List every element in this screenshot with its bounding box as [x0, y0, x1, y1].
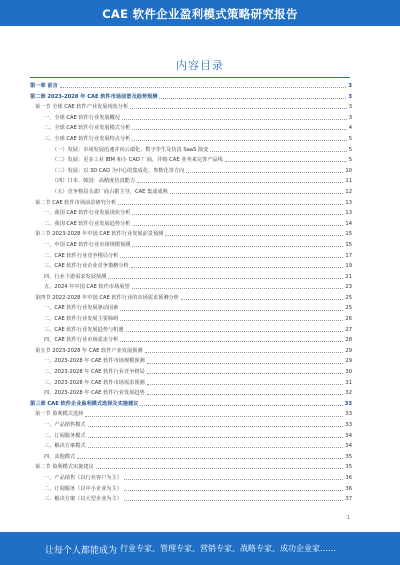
toc-leader-dots [140, 399, 342, 406]
toc-leader-dots [131, 261, 344, 268]
toc-leader-dots [225, 155, 347, 162]
toc-entry-text: （二）发展：更多工业 IBM 和小 CAD 厂商，并购 CAE 业务来完善产品线 [52, 157, 223, 164]
toc-leader-dots [77, 452, 343, 459]
toc-entry-text: 一、产品销售模式 [44, 422, 86, 428]
toc-leader-dots [124, 484, 344, 491]
toc-leader-dots [124, 494, 344, 501]
toc-entry[interactable] [30, 251, 352, 262]
toc-leader-dots [132, 208, 343, 215]
toc-entry[interactable] [30, 102, 352, 113]
toc-entry[interactable] [30, 187, 352, 198]
toc-entry-text: 三、2023-2028 年 CAE 软件市场需求预测 [44, 379, 145, 386]
toc-entry-page: 26 [345, 316, 352, 323]
toc-entry-page: 19 [345, 263, 352, 270]
toc-entry[interactable] [30, 452, 352, 463]
toc-entry-text: 二、全球 CAE 软件行业发展模式分析 [44, 125, 131, 132]
toc-leader-dots [132, 240, 343, 247]
table-of-contents [30, 81, 352, 505]
toc-entry-text: （三）发展：以 3D CAD 为中心的集成化、参数化等方向 [52, 167, 185, 174]
toc-entry-page: 33 [345, 422, 352, 428]
toc-entry-page: 15 [345, 241, 352, 248]
toc-divider [30, 77, 350, 78]
toc-entry[interactable] [30, 473, 352, 484]
toc-entry[interactable] [30, 123, 352, 134]
toc-leader-dots [88, 441, 344, 448]
toc-leader-dots [120, 335, 343, 342]
toc-entry-page: 5 [348, 157, 352, 164]
toc-entry-text: 第一节 盈利模式选择 [35, 411, 84, 418]
toc-leader-dots [126, 325, 344, 332]
footer-slogan: 让每个人都能成为 [45, 546, 118, 556]
toc-leader-dots [108, 272, 343, 279]
toc-entry[interactable] [30, 145, 352, 156]
toc-entry-page: 15 [345, 231, 352, 238]
toc-entry-text: 一、我国 CAE 软件行业发展现状分析 [44, 210, 131, 217]
toc-entry-text: 三、解决方案（以大型企业为主） [44, 496, 122, 503]
toc-leader-dots [210, 145, 346, 152]
toc-entry[interactable] [30, 409, 352, 420]
toc-entry-page: 27 [345, 326, 352, 333]
toc-leader-dots [132, 134, 346, 141]
toc-entry[interactable] [30, 113, 352, 124]
toc-entry-text: 第二节 盈利模式实施建议 [35, 464, 94, 471]
toc-entry-page: 34 [345, 443, 352, 450]
toc-entry-page: 13 [345, 199, 352, 206]
toc-entry-text: 五、2024 年中国 CAE 软件市场展望 [44, 284, 130, 291]
toc-entry-page: 13 [345, 210, 352, 217]
toc-entry[interactable] [30, 303, 352, 314]
toc-entry-page: 33 [345, 411, 352, 418]
toc-leader-dots [147, 378, 344, 385]
toc-entry[interactable] [30, 208, 352, 219]
toc-entry-page: 31 [345, 379, 352, 386]
toc-entry-page: 3 [348, 114, 352, 121]
toc-entry[interactable] [30, 367, 352, 378]
toc-entry-page: 3 [348, 83, 352, 89]
toc-entry-page: 11 [345, 178, 352, 185]
toc-entry[interactable] [30, 198, 352, 209]
toc-entry[interactable] [30, 293, 352, 304]
toc-entry-text: 一、全球 CAE 软件行业发展概况 [44, 114, 120, 121]
report-title: CAE 软件企业盈利模式策略研究报告 [102, 7, 298, 21]
toc-entry-page: 28 [345, 337, 352, 344]
toc-leader-dots [137, 176, 343, 183]
toc-leader-dots [120, 314, 343, 321]
toc-leader-dots [147, 356, 344, 363]
toc-entry[interactable] [30, 134, 352, 145]
toc-entry-text: 四、CAE 软件行业市场需求分析 [44, 337, 119, 344]
toc-leader-dots [132, 123, 346, 130]
toc-leader-dots [118, 198, 343, 205]
toc-leader-dots [165, 229, 343, 236]
toc-entry-text: 二、CAE 软件行业发展主要障碍 [44, 316, 119, 323]
toc-entry-text: 三、CAE 软件行业企业竞争策略分析 [44, 263, 129, 270]
footer-roles: 行业专家、管理专家、营销专家、战略专家、成功企业家…… [120, 544, 336, 553]
toc-entry-page: 5 [348, 135, 352, 142]
toc-entry[interactable] [30, 325, 352, 336]
toc-leader-dots [120, 303, 343, 310]
toc-leader-dots [96, 462, 344, 469]
toc-entry-text: 第一节 全球 CAE 软件产业发展现状分析 [35, 104, 129, 111]
toc-entry-text: 四、行业下游需求发展预测 [44, 273, 107, 280]
toc-leader-dots [147, 388, 344, 395]
toc-title: 内容目录 [176, 59, 224, 72]
toc-entry[interactable] [30, 272, 352, 283]
toc-entry-page: 25 [345, 294, 352, 301]
toc-entry-text: 一、CAE 软件行业发展驱动因素 [44, 305, 119, 312]
toc-entry[interactable] [30, 92, 352, 103]
toc-leader-dots [88, 431, 344, 438]
toc-entry-text: （五）竞争格局头部厂商占据主导，CAE 集成成熟 [52, 188, 168, 195]
toc-entry-text: （四）日本、韩国：高精度仿真能力 [52, 178, 136, 185]
toc-entry[interactable] [30, 441, 352, 452]
toc-entry[interactable] [30, 81, 352, 92]
toc-entry-page: 12 [345, 188, 352, 195]
toc-entry-page: 25 [345, 305, 352, 312]
toc-entry[interactable] [30, 356, 352, 367]
toc-entry[interactable] [30, 399, 352, 410]
toc-leader-dots [122, 113, 347, 120]
toc-entry-page: 29 [345, 347, 352, 354]
toc-entry[interactable] [30, 335, 352, 346]
toc-leader-dots [130, 102, 346, 109]
toc-entry[interactable] [30, 219, 352, 230]
toc-leader-dots [120, 251, 343, 258]
toc-entry-text: 一、中国 CAE 软件行业市场规模预测 [44, 241, 131, 248]
toc-entry-page: 4 [348, 125, 352, 132]
toc-leader-dots [159, 92, 346, 99]
toc-entry-page: 32 [345, 390, 352, 397]
toc-entry-page: 21 [345, 273, 352, 280]
footer-bar [0, 532, 400, 565]
toc-entry[interactable] [30, 314, 352, 325]
toc-entry-text: （一）发展：市场发展迅速并向云端化、数字孪生及仿真 SaaS 演变 [52, 146, 209, 153]
toc-entry-text: 第三节 2023-2028 年中国 CAE 软件行业发展前景预测 [35, 231, 164, 238]
toc-entry-page: 5 [348, 146, 352, 153]
toc-entry-text: 四、其他模式 [44, 453, 76, 460]
toc-entry-text: 二、2023-2028 年 CAE 软件行业竞争格局 [44, 369, 145, 376]
toc-entry[interactable] [30, 420, 352, 431]
toc-leader-dots [60, 81, 347, 88]
toc-entry-text: 三、全球 CAE 软件行业发展特点分析 [44, 135, 131, 142]
toc-entry-text: 一、2023-2028 年 CAE 软件市场规模预测 [44, 358, 145, 365]
toc-entry-text: 第二节 CAE 软件市场前景研究分析 [35, 199, 117, 206]
toc-entry-page: 17 [345, 252, 352, 259]
toc-entry[interactable] [30, 388, 352, 399]
toc-entry-text: 第五节 2023-2028 年 CAE 软件产业发展预测 [35, 347, 143, 354]
toc-entry-page: 37 [345, 496, 352, 503]
toc-entry[interactable] [30, 282, 352, 293]
toc-entry[interactable] [30, 378, 352, 389]
toc-entry-page: 23 [345, 284, 352, 291]
toc-entry[interactable] [30, 494, 352, 505]
toc-entry-text: 二、我国 CAE 软件行业发展趋势分析 [44, 220, 131, 227]
toc-entry-page: 35 [345, 453, 352, 460]
page-number: 1 [346, 515, 350, 521]
toc-entry-text: 第二章 2023-2028 年 CAE 软件市场前景及趋势预测 [30, 93, 158, 100]
toc-entry-page: 3 [348, 93, 352, 100]
toc-leader-dots [186, 166, 343, 173]
toc-entry-page: 29 [345, 358, 352, 365]
toc-leader-dots [147, 367, 344, 374]
toc-leader-dots [88, 420, 344, 427]
toc-entry-text: 二、订阅服务（以中小企业为主） [44, 485, 122, 492]
toc-entry-text: 三、解决方案模式 [44, 443, 86, 450]
toc-entry-page: 36 [345, 485, 352, 492]
toc-entry-text: 三、CAE 软件行业发展趋势与机遇 [44, 326, 124, 333]
toc-entry-page: 3 [348, 104, 352, 111]
toc-entry[interactable] [30, 431, 352, 442]
toc-entry-page: 30 [345, 369, 352, 376]
header-bar [0, 0, 400, 26]
toc-entry[interactable] [30, 484, 352, 495]
toc-entry-text: 第四节 2022-2028 年中国 CAE 软件行业的市场需求预测分析 [35, 294, 179, 301]
toc-leader-dots [132, 282, 344, 289]
toc-entry[interactable] [30, 346, 352, 357]
toc-entry-page: 10 [345, 167, 352, 174]
toc-entry[interactable] [30, 261, 352, 272]
toc-leader-dots [124, 473, 344, 480]
toc-leader-dots [85, 409, 343, 416]
toc-entry-page: 35 [345, 464, 352, 471]
toc-entry[interactable] [30, 462, 352, 473]
toc-entry[interactable] [30, 176, 352, 187]
toc-entry[interactable] [30, 166, 352, 177]
toc-entry-text: 一、产品销售（以行业客户为主） [44, 474, 122, 481]
toc-entry-page: 34 [345, 432, 352, 439]
toc-entry-text: 第三章 CAE 软件企业盈利模式选择及实施建议 [30, 400, 139, 407]
toc-leader-dots [181, 293, 344, 300]
toc-entry[interactable] [30, 240, 352, 251]
toc-entry-text: 二、CAE 软件行业竞争格局分析 [44, 252, 119, 259]
toc-entry-page: 33 [344, 400, 352, 407]
toc-leader-dots [145, 346, 344, 353]
toc-leader-dots [170, 187, 344, 194]
toc-entry[interactable] [30, 155, 352, 166]
toc-entry[interactable] [30, 229, 352, 240]
toc-leader-dots [132, 219, 343, 226]
toc-entry-page: 36 [345, 474, 352, 481]
toc-entry-text: 四、2023-2028 年 CAE 软件行业发展趋势 [44, 390, 145, 397]
toc-entry-text: 第一章 前言 [30, 83, 58, 89]
toc-entry-page: 14 [345, 220, 352, 227]
toc-entry-text: 二、订阅服务模式 [44, 432, 86, 439]
